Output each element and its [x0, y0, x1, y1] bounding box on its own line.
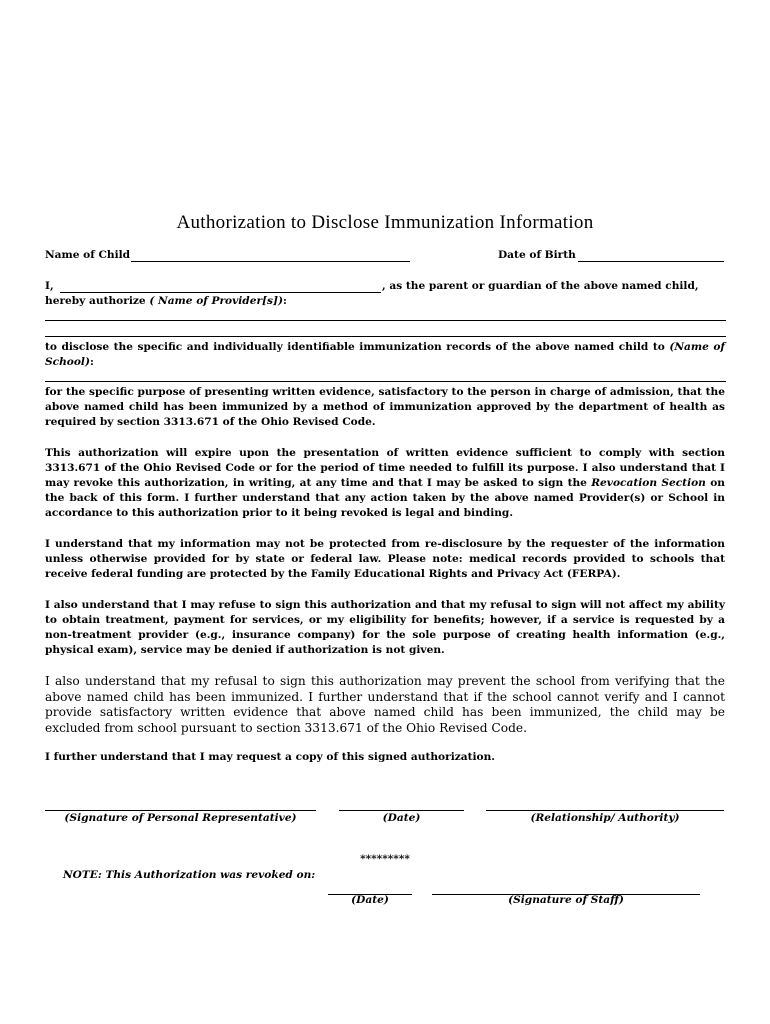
authorize-prefix: I, [45, 280, 54, 292]
name-of-child-field[interactable] [131, 261, 410, 262]
relationship-authority-caption: (Relationship/ Authority) [530, 812, 680, 824]
copy-request-statement: I further understand that I may request a copy of this signed authorization. [45, 751, 495, 763]
authorize-provider-line: hereby authorize ( Name of Provider[s]): [45, 295, 287, 307]
disclose-paragraph: to disclose the specific and individually identifiable immunization records of the above named child to (Name of School): [45, 341, 725, 368]
provider-name-line-1[interactable] [45, 320, 726, 321]
revocation-note: NOTE: This Authorization was revoked on: [63, 869, 316, 881]
refusal-paragraph: I also understand that I may refuse to sign this authorization and that my refusal to sign will not affect my ability to obtain treatment, payment for services, or my eligibility for benefits; however, if a service is requested by a non-treatment provider (e.g., insurance company) for the sole purpose of creating health information (e.g., physical exam), service may be denied if authorization is not given. [45, 599, 725, 656]
representative-signature-caption: (Signature of Personal Representative) [64, 812, 297, 824]
revocation-date-caption: (Date) [351, 894, 389, 906]
school-name-line[interactable] [45, 381, 726, 382]
authorize-suffix: , as the parent or guardian of the above named child, [382, 280, 699, 292]
section-separator: ********* [360, 853, 410, 865]
provider-name-line-2[interactable] [45, 336, 726, 337]
purpose-paragraph: for the specific purpose of presenting written evidence, satisfactory to the person in charge of admission, that the above named child has been immunized by a method of immunization approved by the department of health as required by section 3313.671 of the Ohio Revised Code. [45, 386, 725, 428]
expiration-paragraph: This authorization will expire upon the presentation of written evidence sufficient to comply with section 3313.671 of the Ohio Revised Code or for the period of time needed to fulfill its purpose. I also understand that I may revoke this authorization, in writing, at any time and that I may be asked to sign the Revocation Section on the back of this form. I further understand that any action taken by the above named Provider(s) or School in accordance to this authorization prior to it being revoked is legal and binding. [45, 447, 725, 519]
parent-name-field[interactable] [60, 292, 381, 293]
exclusion-paragraph: I also understand that my refusal to sign this authorization may prevent the school from verifying that the above named child has been immunized. I further understand that if the school cannot verify and I cannot provide satisfactory written evidence that above named child has been immunized, the child may be excluded from school pursuant to section 3313.671 of the Ohio Revised Code. [45, 674, 725, 735]
representative-signature-field[interactable] [45, 810, 316, 811]
relationship-authority-field[interactable] [486, 810, 724, 811]
signature-date-caption: (Date) [382, 812, 421, 824]
name-of-child-label: Name of Child [45, 249, 131, 261]
staff-signature-caption: (Signature of Staff) [508, 894, 624, 906]
date-of-birth-field[interactable] [578, 261, 724, 262]
redisclosure-paragraph: I understand that my information may not be protected from re-disclosure by the requester of the information unless otherwise provided for by state or federal law. Please note: medical records provided to schools that receive federal funding are protected by the Family Educational Rights and Privacy Act (FERPA). [45, 538, 725, 580]
form-title: Authorization to Disclose Immunization Information [176, 212, 594, 233]
signature-date-field[interactable] [339, 810, 464, 811]
date-of-birth-label: Date of Birth [498, 249, 576, 261]
